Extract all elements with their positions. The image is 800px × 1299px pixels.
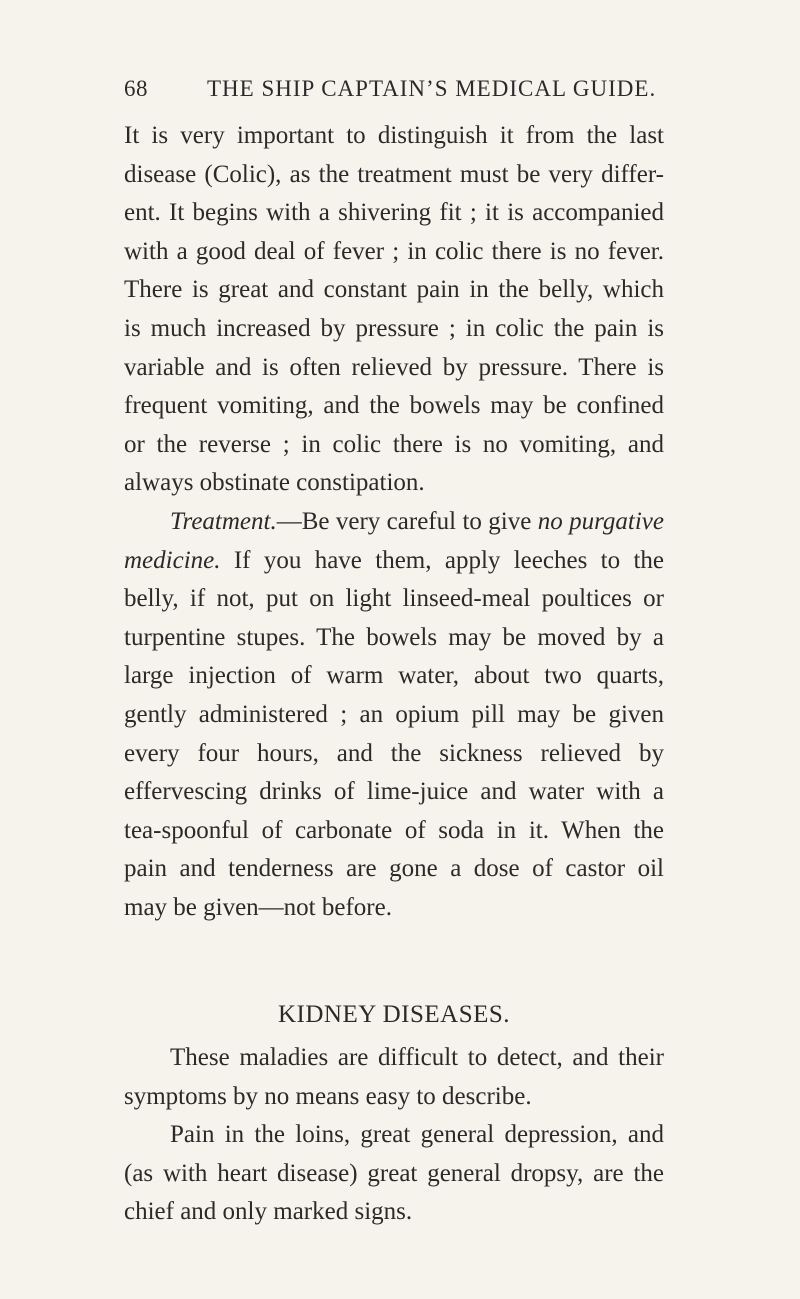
text-line: always obstinate constipation. bbox=[124, 469, 425, 497]
text-line: (as with heart disease) great general dropsy, are the bbox=[124, 1159, 664, 1187]
text-line: every four hours, and the sickness relieved by bbox=[124, 739, 664, 767]
running-title: THE SHIP CAPTAIN’S MEDICAL GUIDE. bbox=[207, 76, 657, 101]
text-line: may be given—not before. bbox=[124, 893, 392, 921]
paragraph-kidney-signs bbox=[124, 1116, 664, 1232]
text-line: variable and is often relieved by pressure. There is bbox=[124, 353, 664, 381]
paragraph-kidney-intro bbox=[124, 1039, 664, 1116]
text-line: large injection of warm water, about two quarts, bbox=[124, 662, 664, 690]
text-line: ent. It begins with a shivering fit ; it is accompanied bbox=[124, 199, 664, 227]
text-line: with a good deal of fever ; in colic there is no fever. bbox=[124, 237, 664, 265]
text-line: disease (Colic), as the treatment must be very differ- bbox=[124, 160, 664, 188]
text-line: chief and only marked signs. bbox=[124, 1198, 413, 1226]
text-line: belly, if not, put on light linseed-meal poultices or bbox=[124, 585, 664, 613]
text-line: gently administered ; an opium pill may be given bbox=[124, 700, 664, 728]
text-line: It is very important to distinguish it from the last bbox=[124, 122, 664, 149]
treatment-label: Treatment. bbox=[170, 507, 277, 535]
text-line: tea-spoonful of carbonate of soda in it. When the bbox=[124, 816, 664, 844]
text-line: pain and tenderness are gone a dose of castor oil bbox=[124, 855, 664, 883]
page-number: 68 bbox=[124, 76, 148, 101]
emphasis-text: medicine. bbox=[124, 546, 221, 574]
paragraph-peritonitis-symptoms bbox=[124, 117, 664, 503]
section-heading: KIDNEY DISEASES. bbox=[277, 1001, 511, 1029]
text-run: —Be very careful to give bbox=[276, 507, 538, 535]
text-run: If you have them, apply leeches to the bbox=[220, 546, 664, 574]
text-line: frequent vomiting, and the bowels may be confined bbox=[124, 392, 664, 420]
text-line: symptoms by no means easy to describe. bbox=[124, 1082, 532, 1110]
text-line: Pain in the loins, great general depression, and bbox=[170, 1121, 664, 1149]
text-line: or the reverse ; in colic there is no vomiting, and bbox=[124, 430, 664, 458]
text-line: turpentine stupes. The bowels may be moved by a bbox=[124, 623, 664, 651]
emphasis-text: no purgative bbox=[537, 507, 664, 535]
text-line: effervescing drinks of lime-juice and water with a bbox=[124, 778, 664, 806]
text-line: There is great and constant pain in the belly, which bbox=[124, 276, 664, 304]
body-text bbox=[124, 117, 664, 1232]
text-line bbox=[124, 503, 664, 542]
paragraph-treatment bbox=[124, 503, 664, 928]
text-line bbox=[124, 542, 664, 581]
text-line: These maladies are difficult to detect, and their bbox=[170, 1044, 664, 1072]
text-line: is much increased by pressure ; in colic the pain is bbox=[124, 314, 664, 342]
